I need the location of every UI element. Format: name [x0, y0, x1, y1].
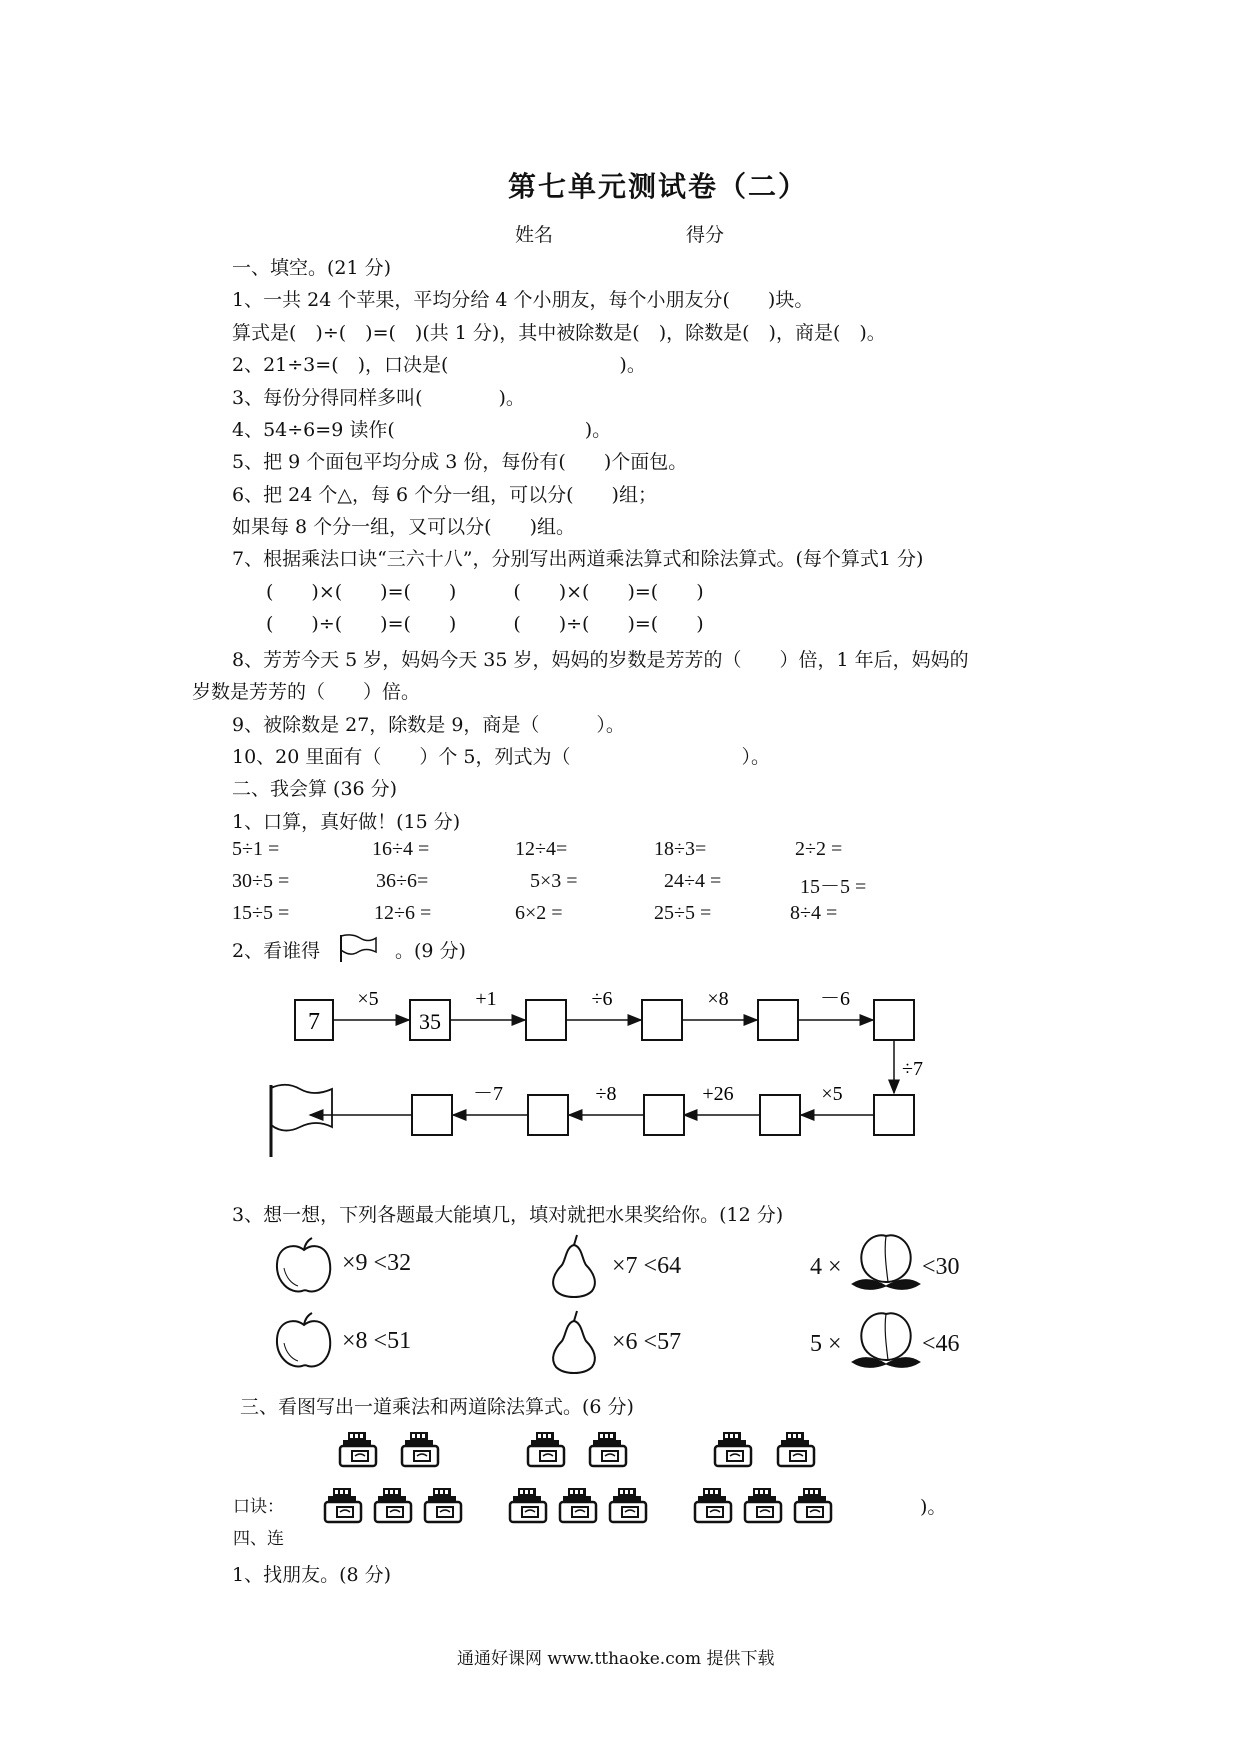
peach-icon [850, 1228, 922, 1294]
chain-op: ÷7 [902, 1058, 923, 1080]
oral-item: 24÷4 = [664, 870, 722, 892]
q7-line: 7、根据乘法口诀“三六十八”，分别写出两道乘法算式和除法算式。(每个算式1 分) [232, 548, 924, 570]
small-flag-icon [338, 933, 378, 963]
q6-line-2: 如果每 8 个分一组，又可以分( )组。 [232, 516, 575, 538]
chain-op: ×5 [357, 988, 379, 1010]
oral-item: 5×3 = [530, 870, 578, 892]
finish-flag-icon [271, 1085, 332, 1157]
section2-heading: 二、我会算 (36 分) [232, 778, 398, 800]
chain-box [528, 1095, 568, 1135]
ink-bottle-groups [320, 1432, 840, 1542]
ink-bottle-icon [528, 1432, 564, 1466]
chain-box [526, 1000, 566, 1040]
section3-heading: 三、看图写出一道乘法和两道除法算式。(6 分) [240, 1396, 634, 1418]
q1-formula-line: 算式是( )÷( )=( )(共 1 分)，其中被除数是( )，除数是( )，商是( )。 [232, 322, 886, 344]
ink-bottle-icon [340, 1432, 376, 1466]
oral-item: 36÷6= [376, 870, 429, 892]
chain-op: ÷8 [595, 1083, 617, 1105]
oral-item: 25÷5 = [654, 902, 712, 924]
peach-icon [850, 1306, 922, 1372]
q6-line: 6、把 24 个△，每 6 个分一组，可以分( )组； [232, 484, 657, 506]
pear-icon [546, 1309, 602, 1375]
fruit-expr-prefix: 5 × [810, 1331, 842, 1357]
ink-bottle-icon [590, 1432, 626, 1466]
q4-line: 4、54÷6=9 读作( )。 [232, 419, 612, 441]
q9-line: 9、被除数是 27，除数是 9，商是（ ）。 [232, 714, 625, 736]
oral-item: 2÷2 = [795, 838, 843, 860]
ink-bottle-icon [425, 1488, 461, 1522]
oral-item: 12÷6 = [374, 902, 432, 924]
section1-heading: 一、填空。(21 分) [232, 257, 392, 279]
chain-second-value: 35 [419, 1009, 441, 1034]
ink-bottle-icon [795, 1488, 831, 1522]
ink-bottle-icon [745, 1488, 781, 1522]
oral-item: 30÷5 = [232, 870, 290, 892]
fruit-expr: ×7 <64 [612, 1253, 682, 1279]
q5-line: 5、把 9 个面包平均分成 3 份，每份有( )个面包。 [232, 451, 688, 473]
oral-item: 15－5 = [800, 876, 867, 898]
q2-flag-label: 2、看谁得 [232, 940, 321, 962]
chain-box [412, 1095, 452, 1135]
q8-line: 8、芳芳今天 5 岁，妈妈今天 35 岁，妈妈的岁数是芳芳的（ ）倍，1 年后，妈妈的 [232, 649, 969, 671]
ink-bottle-icon [510, 1488, 546, 1522]
q2-line: 2、21÷3=( )，口决是( )。 [232, 354, 646, 376]
pear-icon [546, 1233, 602, 1299]
q3-fruit-label: 3、想一想，下列各题最大能填几，填对就把水果奖给你。(12 分) [232, 1204, 784, 1226]
calc-chain-diagram [260, 985, 940, 1175]
fruit-expr: ×8 <51 [342, 1328, 412, 1354]
score-label: 得分 [686, 224, 725, 246]
ink-bottle-icon [715, 1432, 751, 1466]
ink-bottle-icon [402, 1432, 438, 1466]
apple-icon [272, 1236, 336, 1298]
find-friends-label: 1、找朋友。(8 分) [232, 1564, 392, 1586]
ink-bottle-icon [695, 1488, 731, 1522]
chain-op: ×8 [707, 988, 729, 1010]
oral-item: 15÷5 = [232, 902, 290, 924]
q7-multiply-blanks: ( )×( )=( ) ( )×( )=( ) [266, 581, 704, 603]
page-title: 第七单元测试卷（二） [508, 170, 809, 203]
q10-line: 10、20 里面有（ ）个 5，列式为（ ）。 [232, 746, 771, 768]
chain-op: +26 [702, 1083, 734, 1105]
q3-line: 3、每份分得同样多叫( )。 [232, 387, 525, 409]
fruit-expr-suffix: <30 [922, 1254, 960, 1280]
fruit-expr: ×6 <57 [612, 1329, 682, 1355]
oral-item: 6×2 = [515, 902, 563, 924]
ink-bottle-icon [375, 1488, 411, 1522]
section4-heading: 四、连 [233, 1529, 284, 1549]
chain-box [874, 1095, 914, 1135]
chain-box [760, 1095, 800, 1135]
koujue-end: )。 [920, 1496, 947, 1518]
chain-op: +1 [475, 988, 497, 1010]
ink-bottle-icon [778, 1432, 814, 1466]
oral-item: 5÷1 = [232, 838, 280, 860]
ink-bottle-icon [560, 1488, 596, 1522]
chain-op: ×5 [821, 1083, 843, 1105]
chain-op: －7 [473, 1083, 503, 1105]
name-label: 姓名 [515, 224, 554, 246]
q7-divide-blanks: ( )÷( )=( ) ( )÷( )=( ) [266, 613, 704, 635]
chain-box [644, 1095, 684, 1135]
fruit-expr-suffix: <46 [922, 1331, 960, 1357]
oral-calc-label: 1、口算，真好做！(15 分) [232, 811, 461, 833]
apple-icon [272, 1311, 336, 1373]
koujue-label: 口诀： [233, 1497, 284, 1517]
ink-bottle-icon [610, 1488, 646, 1522]
q8-line-2: 岁数是芳芳的（ ）倍。 [192, 681, 421, 703]
chain-box [874, 1000, 914, 1040]
oral-item: 12÷4= [515, 838, 568, 860]
footer-credit: 通通好课网 www.tthaoke.com 提供下载 [457, 1649, 775, 1669]
fruit-expr: ×9 <32 [342, 1250, 412, 1276]
ink-bottle-icon [325, 1488, 361, 1522]
oral-item: 8÷4 = [790, 902, 838, 924]
chain-box [642, 1000, 682, 1040]
q2-points: 。(9 分) [395, 940, 466, 962]
oral-item: 16÷4 = [372, 838, 430, 860]
chain-start-value: 7 [308, 1009, 320, 1035]
chain-op: ÷6 [591, 988, 613, 1010]
chain-box [758, 1000, 798, 1040]
chain-op: －6 [820, 988, 850, 1010]
q1-line: 1、一共 24 个苹果，平均分给 4 个小朋友，每个小朋友分( )块。 [232, 289, 814, 311]
oral-item: 18÷3= [654, 838, 707, 860]
fruit-expr-prefix: 4 × [810, 1254, 842, 1280]
